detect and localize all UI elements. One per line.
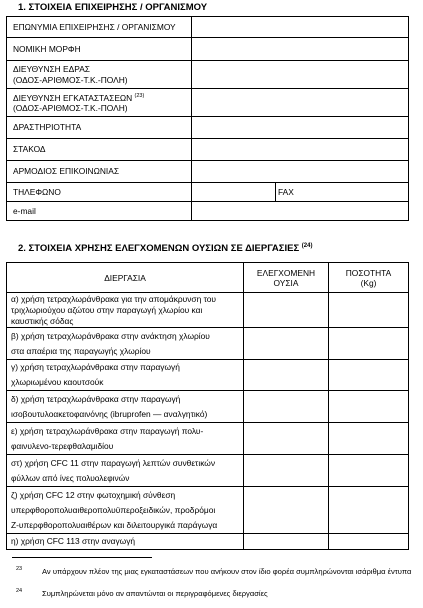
row-tilefono-fax [7,183,409,202]
process-d-label [7,391,244,423]
process-h-line1: η) χρήση CFC 113 στην αναγωγή [11,536,136,546]
section1-title-text: 1. ΣΤΟΙΧΕΙΑ ΕΠΙΧΕΙΡΗΣΗΣ / ΟΡΓΑΝΙΣΜΟΥ [18,2,208,13]
process-c-quantity[interactable] [329,360,409,391]
process-d-substance[interactable] [244,391,329,423]
label-nomiki-morfi: ΝΟΜΙΚΗ ΜΟΡΦΗ [7,38,192,61]
process-row-h [7,534,409,550]
process-b-line2: στα απαέρια της παραγωγής χλωρίου [11,345,151,356]
label-egkatastaseon-line1: ΔΙΕΥΘΥΝΣΗ ΕΓΚΑΤΑΣΤΑΣΕΩΝ [13,92,133,103]
label-drastiriotita: ΔΡΑΣΤΗΡΙΟΤΗΤΑ [7,117,192,139]
process-e-substance[interactable] [244,423,329,455]
input-stakod[interactable] [192,139,409,161]
label-edra [7,61,192,89]
process-row-b [7,328,409,360]
footnote-ref-23: (23) [134,93,145,100]
section1-title [18,2,207,13]
header-substance [244,263,329,293]
process-z-line2: υπερφθοροπολυαιθεροπολυϋπεροξειδικών, προδρόμοι [11,504,216,515]
process-b-substance[interactable] [244,328,329,360]
label-armodios: ΑΡΜΟΔΙΟΣ ΕΠΙΚΟΙΝΩΝΙΑΣ [7,161,192,183]
header-quantity [329,263,409,293]
section2-title-text: 2. ΣΤΟΙΧΕΙΑ ΧΡΗΣΗΣ ΕΛΕΓΧΟΜΕΝΩΝ ΟΥΣΙΩΝ ΣΕ ΔΙΕΡΓΑΣΙΕΣ [18,243,300,255]
process-d-quantity[interactable] [329,391,409,423]
process-e-line1: ε) χρήση τετραχλωράνθρακα στην παραγωγή πολυ- [11,425,204,436]
label-email: e-mail [7,202,192,221]
process-h-label [7,534,244,550]
footnote-ref-24: (24) [301,243,313,249]
header-substance-line1: ΕΛΕΓΧΟΜΕΝΗ [256,267,316,278]
process-row-st [7,455,409,487]
row-eponymia [7,17,409,38]
process-c-line1: γ) χρήση τετραχλωράνθρακα στην παραγωγή [11,362,180,372]
footnote-24-number: 24 [16,588,23,594]
process-z-line3: Ζ-υπερφθοροπολυαιθέρων και διλειτουργικά παράγωγα [11,519,218,530]
process-e-line2: φαινυλενο-τερεφθαλαμιδίου [11,440,114,451]
input-edra[interactable] [192,61,409,89]
process-a-substance[interactable] [244,293,329,328]
process-h-quantity[interactable] [329,534,409,550]
process-a-label [7,293,244,328]
process-z-label [7,487,244,534]
label-egkatastaseon-line2: (ΟΔΟΣ-ΑΡΙΘΜΟΣ-Τ.Κ.-ΠΟΛΗ) [13,103,128,114]
process-c-label [7,360,244,391]
footnote-divider [12,557,152,558]
process-z-quantity[interactable] [329,487,409,534]
process-a-line3: καυστικής σόδας [11,315,74,326]
row-armodios [7,161,409,183]
process-st-label [7,455,244,487]
company-info-table [6,16,409,221]
process-row-a [7,293,409,328]
process-b-line1: β) χρήση τετραχλωράνθρακα στην ανάκτηση χλωρίου [11,330,210,341]
row-edra [7,61,409,89]
label-fax: FAX [276,183,409,202]
process-c-line2: χλωριωμένου καουτσούκ [11,377,104,387]
label-stakod: ΣΤΑΚΟΔ [7,139,192,161]
process-st-line1: στ) χρήση CFC 11 στην παραγωγή λεπτών συνθετικών [11,457,216,468]
process-z-line1: ζ) χρήση CFC 12 στην φωτοχημική σύνθεση [11,489,176,500]
row-stakod [7,139,409,161]
input-tilefono[interactable] [192,183,276,202]
process-c-substance[interactable] [244,360,329,391]
footnote-23-number: 23 [16,566,23,572]
header-quantity-line1: ΠΟΣΟΤΗΤΑ [345,267,392,278]
footnote-23-text: Αν υπάρχουν πλέον της μιας εγκαταστάσεων που ανήκουν στον ίδιο φορέα συμπληρώνονται ισάριθμα έντυπα [42,567,412,576]
process-b-quantity[interactable] [329,328,409,360]
row-email [7,202,409,221]
row-drastiriotita [7,117,409,139]
process-st-quantity[interactable] [329,455,409,487]
process-a-line2: τριχλωριούχου αζώτου στην παραγωγή χλωρίου και [11,304,203,315]
process-st-line2: φύλλων από ίνες πολυολεφινών [11,472,130,483]
footnote-24-text: Συμπληρώνεται μόνο αν απαντώνται οι περιγραφόμενες διεργασίες [42,589,268,598]
footnote-23 [16,567,416,587]
input-eponymia[interactable] [192,17,409,38]
section2-title [18,243,312,254]
input-egkatastaseon[interactable] [192,89,409,117]
row-egkatastaseon [7,89,409,117]
process-z-substance[interactable] [244,487,329,534]
input-armodios[interactable] [192,161,409,183]
process-table-header [7,263,409,293]
process-e-quantity[interactable] [329,423,409,455]
process-row-e [7,423,409,455]
process-a-quantity[interactable] [329,293,409,328]
label-edra-line1: ΔΙΕΥΘΥΝΣΗ ΕΔΡΑΣ [13,64,90,74]
row-nomiki-morfi [7,38,409,61]
process-h-substance[interactable] [244,534,329,550]
process-row-c [7,360,409,391]
process-d-line2: ισοβουτυλοακετοφαινόνης (ibruprofen — αναλγητικό) [11,408,208,419]
label-tilefono: ΤΗΛΕΦΩΝΟ [7,183,192,202]
process-b-label [7,328,244,360]
header-quantity-line2: (Kg) [360,277,377,288]
process-row-d [7,391,409,423]
label-edra-line2: (ΟΔΟΣ-ΑΡΙΘΜΟΣ-Τ.Κ.-ΠΟΛΗ) [13,74,128,85]
label-egkatastaseon [7,89,192,117]
input-nomiki-morfi[interactable] [192,38,409,61]
label-eponymia: ΕΠΩΝΥΜΙΑ ΕΠΙΧΕΙΡΗΣΗΣ / ΟΡΓΑΝΙΣΜΟΥ [7,17,192,38]
header-substance-line2: ΟΥΣΙΑ [273,277,299,288]
header-process: ΔΙΕΡΓΑΣΙΑ [7,263,244,293]
process-table [6,262,409,550]
process-a-line1: α) χρήση τετραχλωράνθρακα για την απομάκρυνση του [11,293,217,304]
process-st-substance[interactable] [244,455,329,487]
process-row-z [7,487,409,534]
footnote-24 [16,589,416,601]
input-drastiriotita[interactable] [192,117,409,139]
input-email[interactable] [192,202,409,221]
process-d-line1: δ) χρήση τετραχλωράνθρακα στην παραγωγή [11,393,181,404]
process-e-label [7,423,244,455]
